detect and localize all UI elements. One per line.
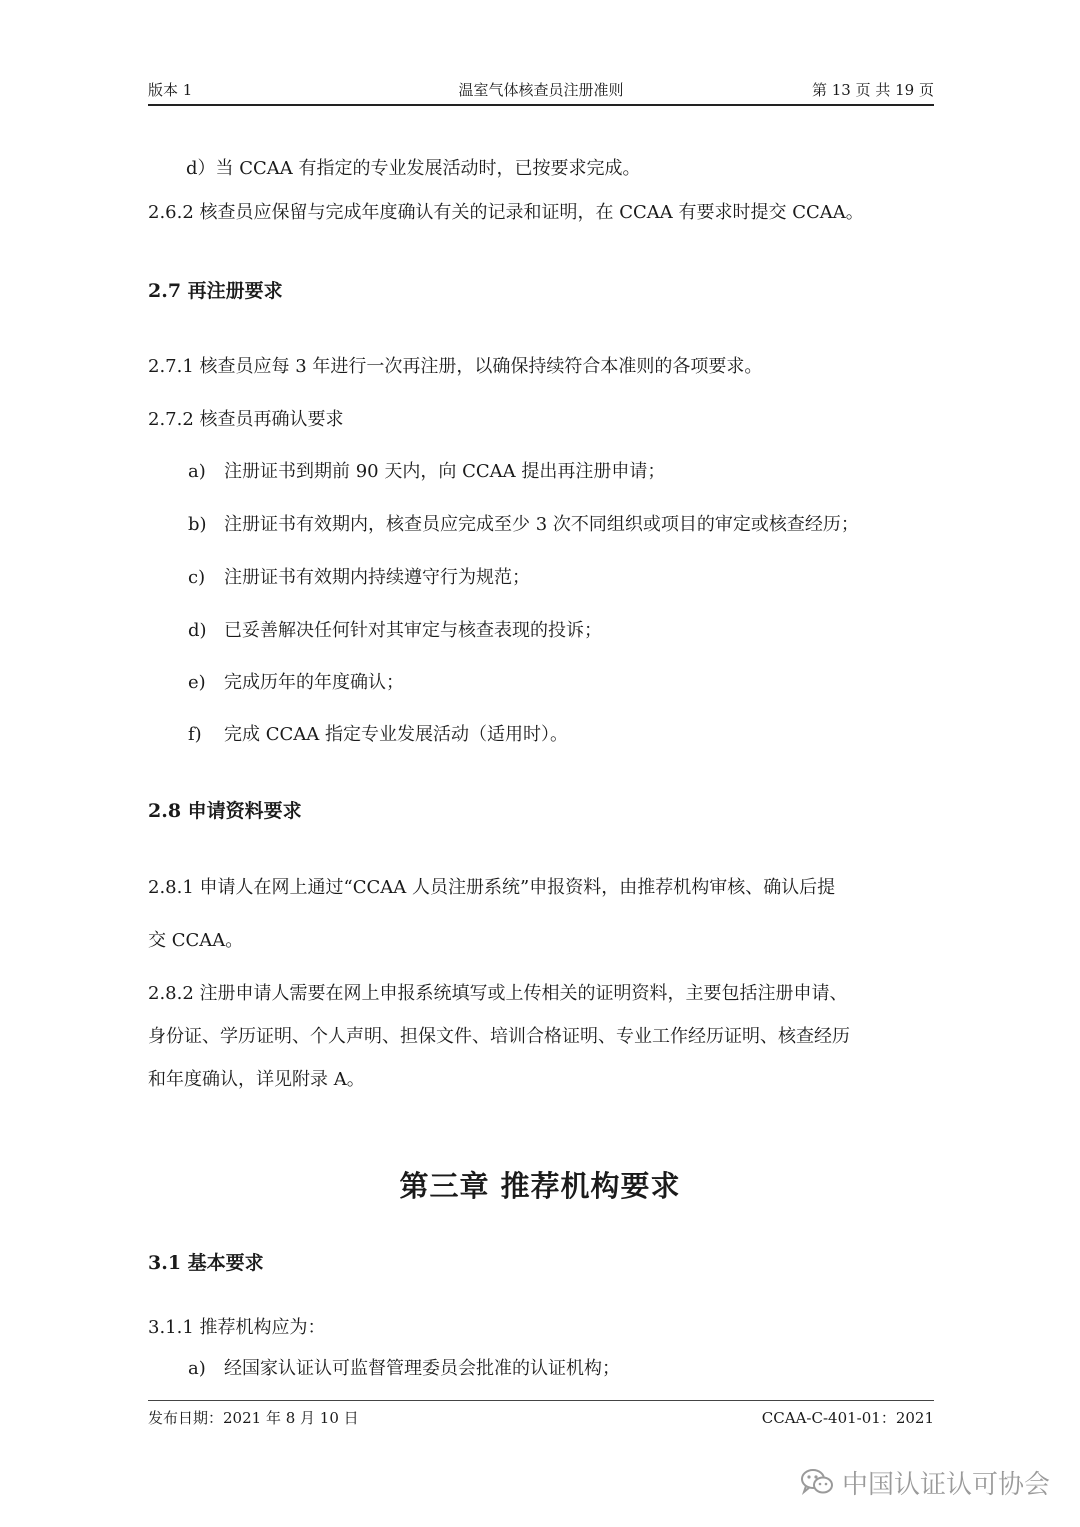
paragraph-2-7-1: 2.7.1 核查员应每 3 年进行一次再注册，以确保持续符合本准则的各项要求。 xyxy=(148,356,763,377)
list-text: 注册证书到期前 90 天内，向 CCAA 提出再注册申请； xyxy=(224,461,666,482)
list-text: 注册证书有效期内，核查员应完成至少 3 次不同组织或项目的审定或核查经历； xyxy=(224,514,859,535)
list-text: 完成 CCAA 指定专业发展活动（适用时）。 xyxy=(224,724,568,745)
list-marker: b) xyxy=(188,514,207,535)
paragraph-2-8-1-line-1: 2.8.1 申请人在网上通过“CCAA 人员注册系统”申报资料，由推荐机构审核、确认后提 xyxy=(148,877,836,898)
list-marker: e) xyxy=(188,672,206,693)
paragraph-2-7-2: 2.7.2 核查员再确认要求 xyxy=(148,409,344,430)
header-page-number: 第 13 页 共 19 页 xyxy=(811,81,934,99)
page-header xyxy=(148,74,934,106)
list-text: 已妥善解决任何针对其审定与核查表现的投诉； xyxy=(224,620,602,641)
chapter-title: 第三章 推荐机构要求 xyxy=(399,1169,681,1203)
list-marker: c) xyxy=(188,567,206,588)
section-heading-2-8: 2.8 申请资料要求 xyxy=(148,800,302,822)
footer-document-code: CCAA-C-401-01：2021 xyxy=(761,1409,934,1427)
list-marker: f) xyxy=(188,724,202,745)
list-item-2-7-2-a xyxy=(188,460,665,484)
list-marker: a) xyxy=(188,461,206,482)
wechat-icon xyxy=(800,1467,834,1497)
watermark-text: 中国认证认可协会 xyxy=(842,1469,1051,1500)
list-item-2-7-2-d xyxy=(188,619,602,643)
list-item-2-7-2-c xyxy=(188,566,530,590)
list-text: 完成历年的年度确认； xyxy=(224,672,404,693)
list-marker: a) xyxy=(188,1358,206,1379)
header-title: 温室气体核查员注册准则 xyxy=(458,81,624,99)
list-text: 注册证书有效期内持续遵守行为规范； xyxy=(224,567,530,588)
paragraph-2-6-2: 2.6.2 核查员应保留与完成年度确认有关的记录和证明，在 CCAA 有要求时提交 CCAA。 xyxy=(148,202,864,223)
header-version: 版本 1 xyxy=(148,81,193,99)
list-item-2-6-1-d: d）当 CCAA 有指定的专业发展活动时，已按要求完成。 xyxy=(186,158,641,179)
section-heading-2-7: 2.7 再注册要求 xyxy=(148,280,283,302)
paragraph-2-8-2-line-2: 身份证、学历证明、个人声明、担保文件、培训合格证明、专业工作经历证明、核查经历 xyxy=(148,1026,850,1047)
list-text: 经国家认证认可监督管理委员会批准的认证机构； xyxy=(224,1358,620,1379)
list-item-3-1-1-a xyxy=(188,1357,620,1381)
watermark xyxy=(800,1462,1050,1502)
paragraph-2-8-2-line-3: 和年度确认，详见附录 A。 xyxy=(148,1069,365,1090)
paragraph-3-1-1: 3.1.1 推荐机构应为： xyxy=(148,1317,326,1338)
page-footer xyxy=(148,1400,934,1431)
list-item-2-7-2-b xyxy=(188,513,859,537)
list-item-2-7-2-f xyxy=(188,723,568,747)
list-item-2-7-2-e xyxy=(188,671,404,695)
list-marker: d) xyxy=(188,620,207,641)
section-heading-3-1: 3.1 基本要求 xyxy=(148,1252,264,1274)
paragraph-2-8-2-line-1: 2.8.2 注册申请人需要在网上申报系统填写或上传相关的证明资料，主要包括注册申请、 xyxy=(148,983,848,1004)
paragraph-2-8-1-line-2: 交 CCAA。 xyxy=(148,930,244,951)
footer-publish-date: 发布日期：2021 年 8 月 10 日 xyxy=(148,1409,359,1427)
